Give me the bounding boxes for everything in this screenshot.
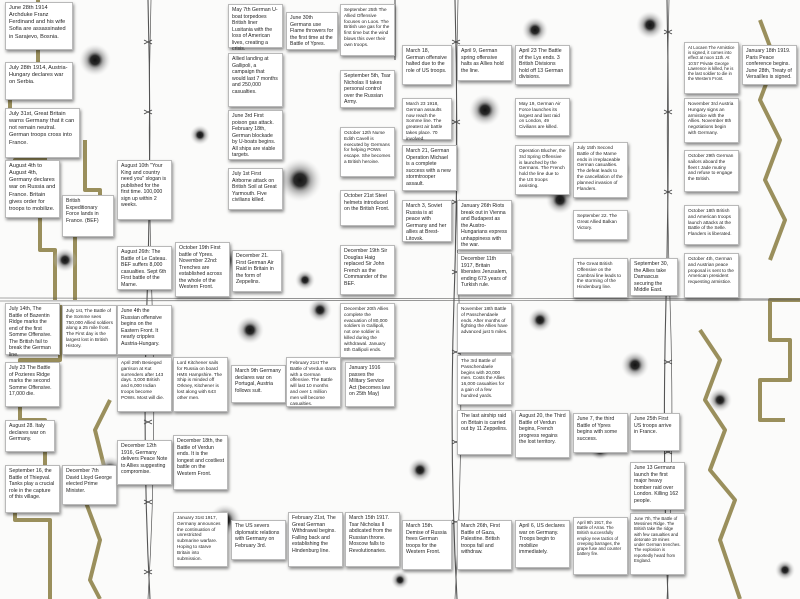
timeline-card-50[interactable]: November 18th Battle of Passchendaele ends. After months of fighting the Allies have advanced just 5 miles.: [457, 303, 512, 353]
timeline-card-38[interactable]: October 29th German sailors aboard the fleet t Jade mutiny and refuse to engage the British.: [684, 150, 739, 192]
timeline-card-28[interactable]: July 15th Second Battle of the Marne ends in irreplaceable German casualties. The defeat leads to the cancellation of the planned invasion of Flanders.: [573, 142, 628, 198]
timeline-card-10[interactable]: May 7th German U-boat torpedoes British liner Lusitania with the loss of American lives, creating a crisis.: [228, 4, 283, 48]
timeline-card-13[interactable]: July 1st First Airborne attack on British Soil at Great Yarmouth. Five civilians killed.: [228, 168, 283, 210]
timeline-card-18[interactable]: October 21st Steel helmets introduced on the British Front.: [340, 190, 395, 226]
timeline-card-31[interactable]: September 22. The Great Allied Balkan Victory.: [573, 210, 628, 240]
timeline-card-33[interactable]: The Great British Offensive on the Cambrai line leads to the storming of the Hindenburg line.: [573, 258, 628, 298]
timeline-card-36[interactable]: January 18th 1919. Paris Peace conference begins. June 28th, Treaty of Versailles is signed.: [742, 45, 797, 85]
timeline-card-14[interactable]: June 30th Germans use Flame throwers for the first time at the Battle of Ypres.: [286, 12, 338, 50]
timeline-card-52[interactable]: August 28. Italy declares war on Germany.: [5, 420, 55, 452]
timeline-card-25[interactable]: May 19, German Air Force launches its largest and last raid on London, 49 Civilians are killed.: [515, 98, 570, 136]
timeline-card-11[interactable]: Allied landing at Gallipoli, a campaign that would last 7 months and 250,000 casualties.: [228, 53, 283, 107]
timeline-card-61[interactable]: June 13 Germans launch the first major heavy bomber raid over London. Killing 162 people.: [630, 462, 685, 510]
timeline-card-68[interactable]: April 6, US declares war on Germany. Troops begin to mobilize immediately.: [515, 520, 570, 568]
timeline-card-63[interactable]: The US severs diplomatic relations with Germany on February 3rd.: [231, 520, 286, 560]
timeline-card-51[interactable]: The 3rd Battle of Passchendaele begins with 20,000 men. Costs the Allies 16,000 casualties for a gain of a few hundred yards.: [457, 355, 512, 405]
timeline-card-47[interactable]: March 9th Germany declares war on Portugal, Austria follows suit.: [231, 365, 286, 403]
timeline-card-24[interactable]: March 23 1918, German assaults now reach the Somme line. The greatest air battle takes place. 70 involved.: [402, 98, 452, 140]
timeline-card-49[interactable]: January 1916 passes the Military Service Act (becomes law on 25th May): [345, 362, 395, 407]
timeline-card-23[interactable]: April 23 The Battle of the Lys ends. 3 British Divisions hold off 13 German divisions.: [515, 45, 570, 85]
timeline-card-12[interactable]: June 3rd First poison gas attack. February 18th, German blockade by U-boats begins. All ships are viable targets.: [228, 110, 283, 160]
timeline-card-70[interactable]: June 7th, The Battle of Messines Ridge. The British take the ridge with few casualties and detonate 19 mines under German trenches. The explosion is reportedly heard from England.: [630, 513, 685, 575]
timeline-card-37[interactable]: November 3rd Austria Hungary signs an armistice with the Allies. November 8th negotiations begin with Germany.: [684, 98, 739, 143]
timeline-card-58[interactable]: August 20, the Third Battle of Verdun begins, French progress regains the lost territory.: [515, 410, 570, 458]
timeline-card-65[interactable]: March 15th 1917. Tsar Nicholas II abdicated from the Russian throne. Moscow falls to Revolutionaries.: [345, 512, 400, 567]
timeline-card-3[interactable]: July 31st, Great Britain warns Germany that it can not remain neutral. German troops cross into France.: [5, 108, 80, 158]
timeline-card-59[interactable]: June 7, the third Battle of Ypres begins with some success.: [573, 413, 628, 453]
timeline-card-57[interactable]: The last airship raid on Britain is carried out by 11 Zeppelins.: [457, 410, 512, 455]
timeline-card-35[interactable]: At Locaen The Armistice is signed, it comes into effect at noon 11th. At 10:57 Private George Lawrence is killed, he is the last soldier to die in the Western Front.: [684, 42, 739, 94]
timeline-card-32[interactable]: December 11th 1917, Britain liberates Jerusalem, ending 673 years of Turkish rule.: [457, 253, 512, 295]
timeline-card-40[interactable]: October 4th, German and Austrian peace proposal is sent to the American president requesting armistice.: [684, 253, 739, 298]
timeline-card-67[interactable]: March 26th, First Battle of Gaza, Palestine. British troops fail and withdraw.: [457, 520, 512, 570]
timeline-card-4[interactable]: August 4th to August 4th, Germany declares war on Russia and France. Britain gives order for troops to mobilize.: [5, 160, 60, 218]
timeline-card-21[interactable]: March 18, German offensive halted due to the role of US troops.: [402, 45, 452, 85]
timeline-card-54[interactable]: September 16, the Battle of Thiepval. Tanks play a crucial role in the capture of this village.: [5, 465, 60, 513]
timeline-card-19[interactable]: December 19th Sir Douglas Haig replaced Sir John French as the Commander of the BEF.: [340, 245, 395, 295]
timeline-card-46[interactable]: Lord Kitchener sails for Russia on board HMS Hampshire. The Ship is minded off Orkney, Kitchener is lost along with 643 other men.: [173, 357, 228, 412]
timeline-card-30[interactable]: January 26th Riots break out in Vienna and Budapest as the Austro-Hungarians express unhappiness with the war.: [457, 200, 512, 250]
timeline-card-27[interactable]: Operation Blucher, the 3rd Spring Offensive is launched by the Germans. The French hold the line due to the US troops assisting.: [515, 145, 570, 195]
timeline-card-29[interactable]: March 3, Soviet Russia is at peace with Germany and her allies at Brest-Litovsk.: [402, 200, 452, 242]
timeline-card-41[interactable]: July 14th, The Battle of Bazentin Ridge marks the end of the first Somme Offensive. The British fail to break the German line.: [5, 303, 60, 355]
timeline-card-5[interactable]: British Expeditionary Force lands in France. (BEF): [62, 195, 114, 237]
timeline-card-9[interactable]: December 21. First German Air Raid in Britain in the form of Zeppelins.: [232, 250, 282, 292]
timeline-card-7[interactable]: August 26th: The Battle of Le Cateau. BEF suffers 8,000 casualties. Sept 6th First battle of the Marne.: [117, 246, 172, 290]
timeline-card-69[interactable]: April 9th 1917, the Battle of Arras. The British successfully employ new tactics of creeping barrages, the grape fuse and counter battery fire.: [573, 517, 628, 575]
timeline-card-48[interactable]: February 21st The Battle of Verdun starts with a German offensive. The Battle will last 10 months and over 1 million men will become casualties.: [286, 357, 341, 407]
timeline-card-53[interactable]: December 18th, the Battle of Verdun ends. It is the longest and costliest battle on the Western Front.: [173, 435, 228, 490]
timeline-card-43[interactable]: June 4th the Russian offensive begins on the Eastern Front. It nearly cripples Austria-Hungary.: [117, 305, 172, 355]
timeline-card-44[interactable]: July 23 The Battle of Pozieres Ridge marks the second Somme Offensive. 17,000 die.: [5, 362, 60, 407]
timeline-card-22[interactable]: April 9, German spring offensive halts as Allies hold the line.: [457, 45, 512, 81]
timeline-card-15[interactable]: September 25th The Allied Offensive focuses on Loos. The British use gas for the first time but the wind blows this over their own troops.: [340, 4, 395, 56]
timeline-card-64[interactable]: February 21st, The Great German Withdrawal begins. Falling back and establishing the Hindenburg line.: [288, 512, 343, 567]
timeline-card-2[interactable]: July 28th 1914, Austria-Hungary declares war on Serbia.: [5, 62, 73, 100]
timeline-card-34[interactable]: September 30, the Allies take Damascus securing the Middle East.: [630, 258, 678, 296]
timeline-card-17[interactable]: October 12th Nurse Edith Cavell is executed by Germans for helping POWs escape. She becomes a British heroine.: [340, 127, 395, 177]
timeline-card-1[interactable]: June 28th 1914 Archduke Franz Ferdinand and his wife Sofia are assassinated in Sarajevo, Bosnia.: [5, 2, 73, 50]
timeline-card-55[interactable]: December 7th David Lloyd George elected Prime Minister.: [62, 465, 117, 505]
timeline-card-42[interactable]: July 1st, The Battle of the Somme sees 750,000 Allied soldiers along a 25 mile front. The First day is the largest lost in British History.: [62, 305, 117, 355]
timeline-card-66[interactable]: March 15th. Demise of Russia frees German troops for the Western Front.: [402, 520, 452, 570]
timeline-card-62[interactable]: January 31st 1917, Germany announces the continuation of unrestricted submarine warfare. Hoping to starve Britain into submission.: [173, 512, 228, 567]
timeline-card-20[interactable]: December 20th Allies complete the evacuation of 80,000 soldiers in Gallipoli, not one soldier is killed during the withdrawal. January 8th Gallipoli ends.: [340, 303, 395, 358]
timeline-card-56[interactable]: December 12th 1916, Germany delivers Peace Note to Allies suggesting compromise.: [117, 440, 172, 485]
timeline-card-8[interactable]: October 19th First battle of Ypres. November 22nd: Trenches are established across the whole of the Western Front.: [175, 242, 230, 297]
timeline-card-6[interactable]: August 10th "Your King and country need you" slogan is published for the first time. 100,000 sign up within 2 weeks.: [117, 160, 172, 220]
timeline-card-45[interactable]: April 29th Besieged garrison at Kut surrenders after 143 days. 3,000 British and 6,000 Indian troops become POWs. Most will die.: [117, 357, 172, 412]
timeline-card-39[interactable]: October 18th British and American troops launch attacks at the Battle of the Selle. Flanders is liberated.: [684, 205, 739, 245]
timeline-card-16[interactable]: September 5th, Tsar Nicholas II takes personal control over the Russian Army.: [340, 70, 395, 108]
timeline-card-26[interactable]: March 21, German Operation Michael is a complete success with a new stormtrooper assault.: [402, 145, 457, 191]
timeline-card-60[interactable]: June 25th First US troops arrive in France.: [630, 413, 680, 451]
